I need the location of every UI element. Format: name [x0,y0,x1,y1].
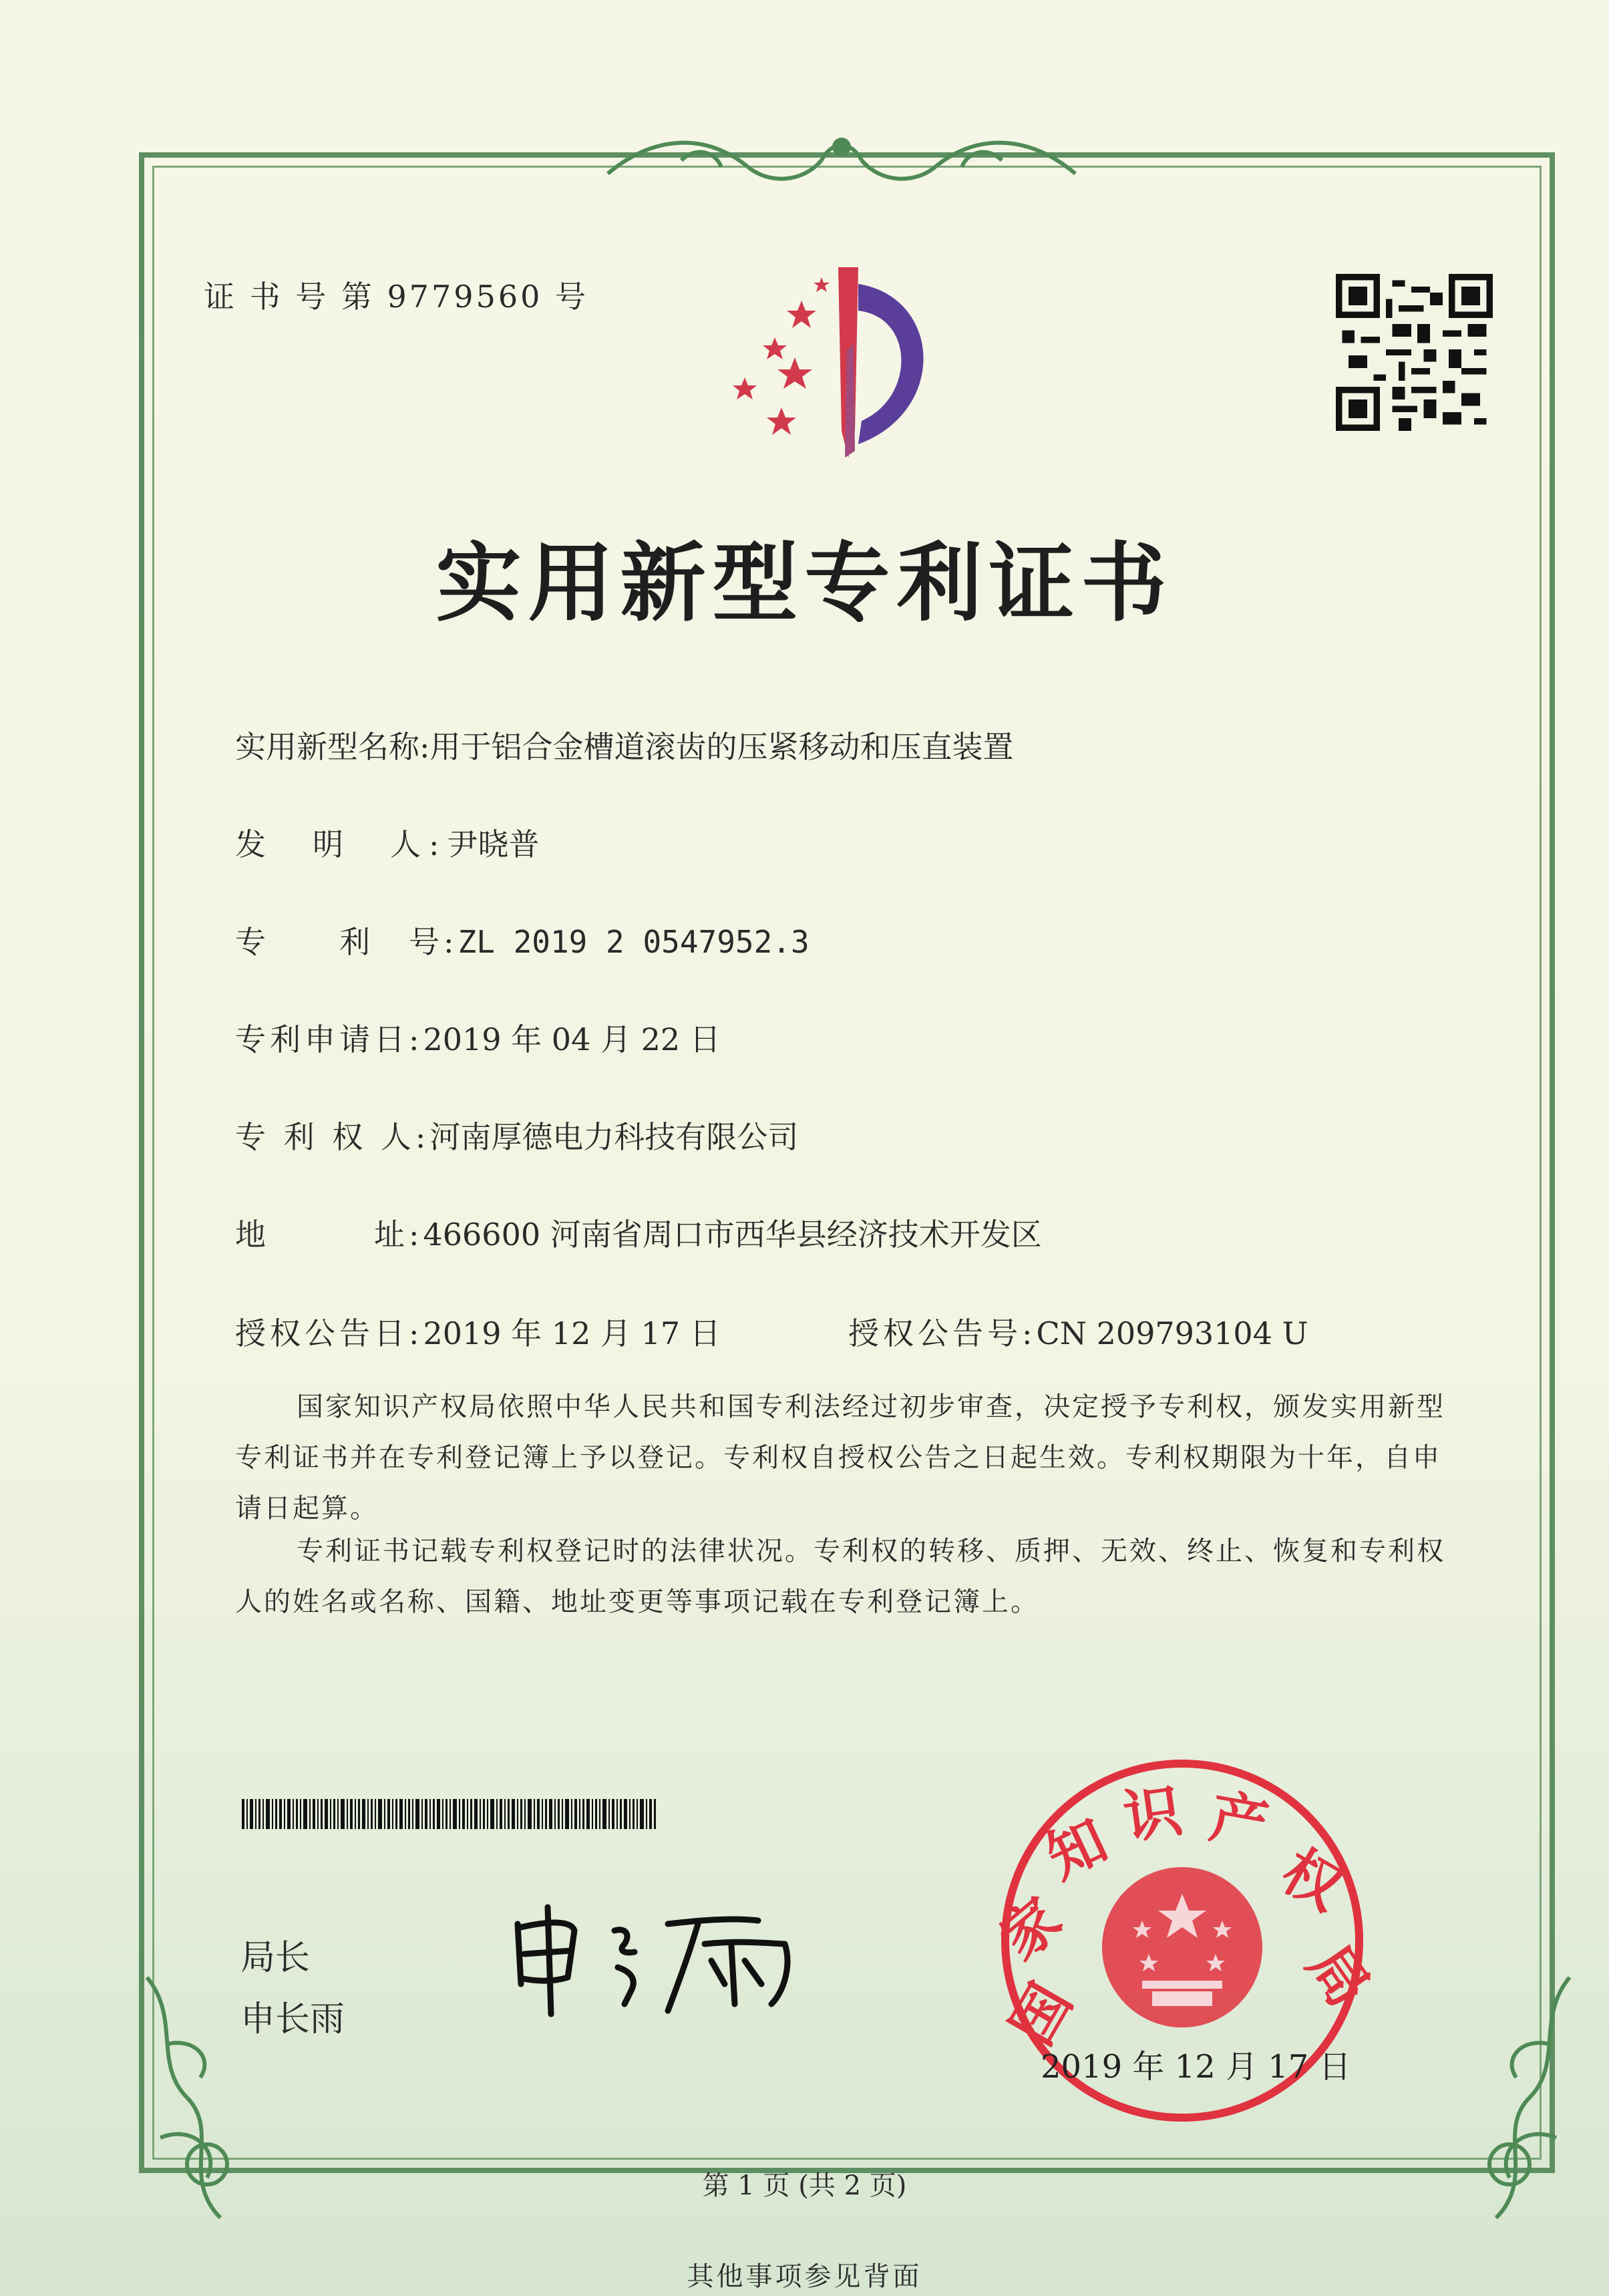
barcode [242,1799,656,1829]
certificate-number-suffix: 号 [555,279,588,315]
field-value: 河南厚德电力科技有限公司 [429,1119,799,1155]
svg-text:家: 家 [987,1884,1075,1973]
qr-code [1336,274,1493,431]
field-label: 地 址: [235,1216,423,1253]
field-label: 发 明 人: [235,826,448,862]
statement-paragraph-2: 专利证书记载专利权登记时的法律状况。专利权的转移、质押、无效、终止、恢复和专利权人的姓名或名称、国籍、地址变更等事项记载在专利登记簿上。 [235,1536,1445,1617]
field-value: 2019 年 12 月 17 日 [423,1315,721,1351]
back-side-note: 其他事项参见背面 [687,2261,922,2292]
field-label: 授权公告日: [235,1315,423,1351]
svg-text:权: 权 [1270,1837,1354,1924]
field-value: 用于铝合金槽道滚齿的压紧移动和压直装置 [429,729,1014,765]
field-label: 实用新型名称: [235,729,430,765]
field-patentee [235,1113,798,1157]
svg-text:产: 产 [1205,1783,1274,1860]
field-label: 授权公告号: [848,1315,1037,1351]
certificate-number [204,273,588,317]
svg-text:局: 局 [1294,1933,1383,2019]
ip-office-logo [721,264,975,461]
statement-paragraph-1: 国家知识产权局依照中华人民共和国专利法经过初步审查，决定授予专利权，颁发实用新型专利证书并在专利登记簿上予以登记。专利权自授权公告之日起生效。专利权期限为十年，自申请日起算。 [235,1391,1445,1524]
field-value: ZL 2019 2 0547952.3 [458,924,810,960]
svg-text:识: 识 [1119,1777,1186,1852]
field-value: 2019 年 04 月 22 日 [423,1021,721,1057]
field-label: 专利申请日: [235,1021,423,1057]
handwritten-signature [504,1904,865,2017]
svg-text:国: 国 [999,1973,1085,2056]
field-label: 专 利 号: [235,924,458,960]
field-address [235,1210,1042,1255]
field-announcement-date [235,1309,721,1353]
field-value: 466600 河南省周口市西华县经济技术开发区 [423,1216,1042,1253]
field-utility-model-name [235,723,1014,767]
signatory-title: 局长 [240,1938,311,1978]
certificate-number-label: 证 书 号 第 [204,279,375,315]
top-ornament [601,120,1082,194]
svg-text:知: 知 [1037,1807,1117,1893]
seal-date: 2019 年 12 月 17 日 [1041,2048,1351,2086]
field-inventor [235,820,540,864]
certificate-number-value: 9779560 [387,279,543,315]
page-number: 第 1 页 (共 2 页) [702,2170,907,2201]
certificate-title: 实用新型专利证书 [435,534,1174,633]
field-value: 尹晓普 [447,826,540,862]
field-announcement-number [848,1309,1308,1353]
field-patent-number [235,918,810,962]
field-filing-date [235,1015,721,1059]
signatory-name: 申长雨 [240,1999,345,2039]
field-value: CN 209793104 U [1036,1315,1308,1351]
field-label: 专 利 权 人: [235,1119,430,1155]
